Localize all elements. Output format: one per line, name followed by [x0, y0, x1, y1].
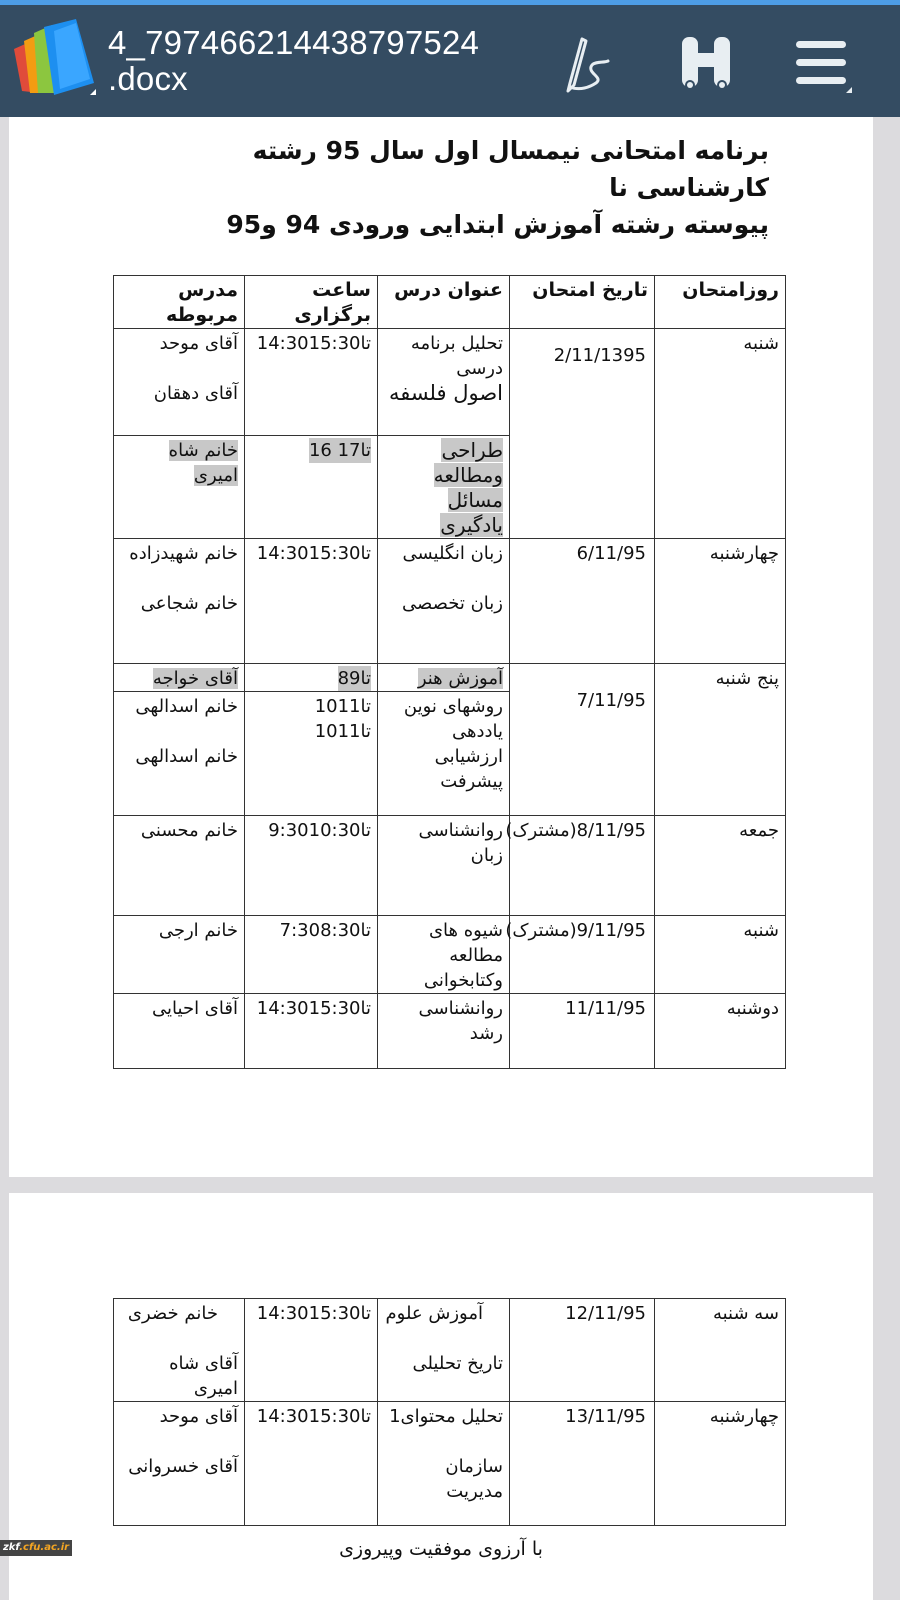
app-logo-icon[interactable] — [10, 19, 100, 99]
cell-courses: روانشناسی زبان — [378, 816, 510, 916]
cell-courses — [378, 664, 510, 692]
pen-annotate-icon — [556, 33, 620, 97]
time-value: 9:30تا10:30 — [268, 820, 371, 841]
cell-courses: روانشناسی رشد — [378, 994, 510, 1069]
cell-time — [245, 692, 378, 816]
date-value: 7/11/95 — [576, 690, 646, 711]
teacher-name: آقای موحد — [159, 333, 238, 354]
cell-teachers: آقای احیایی — [114, 994, 245, 1069]
cell-teachers — [114, 664, 245, 692]
cell-time — [245, 329, 378, 436]
title-line-1: برنامه امتحانی نیمسال اول سال 95 رشته کارشناسی نا — [252, 136, 769, 202]
cell-day: جمعه — [655, 816, 786, 916]
cell-teachers — [114, 692, 245, 816]
table-row — [114, 664, 786, 692]
course-name: آموزش علوم — [385, 1303, 483, 1324]
teacher-name: خانم شاه امیری — [168, 440, 238, 486]
cell-day: شنبه — [655, 916, 786, 994]
cell-teachers: خانم محسنی — [114, 816, 245, 916]
time-value: 16 تا17 — [308, 440, 371, 461]
date-value: 11/11/95 — [565, 998, 646, 1019]
time-value: 10تا11 — [314, 696, 371, 717]
watermark-domain: .cfu.ac.ir — [19, 1542, 70, 1553]
table-header-row — [114, 276, 786, 329]
header-exam-day: روزامتحان — [655, 276, 786, 329]
teacher-name: آقای خسروانی — [128, 1456, 238, 1477]
cell-courses — [378, 329, 510, 436]
teacher-name: آقای دهقان — [153, 383, 238, 404]
cell-teachers — [114, 329, 245, 436]
table-row — [114, 1402, 786, 1526]
cell-time — [245, 916, 378, 994]
time-value: 8تا9 — [337, 668, 371, 689]
menu-button[interactable] — [790, 33, 854, 97]
table-row — [114, 994, 786, 1069]
cell-date — [510, 539, 655, 664]
time-value: 10تا11 — [314, 721, 371, 742]
cell-day: چهارشنبه — [655, 539, 786, 664]
course-name-highlighted: طراحی ومطالعه مسائل یادگیری — [433, 438, 503, 537]
cell-day: پنج شنبه — [655, 664, 786, 816]
cell-time — [245, 436, 378, 539]
time-value: 14:30تا15:30 — [256, 1406, 371, 1427]
document-page-1 — [9, 117, 873, 1177]
cell-courses: شیوه های مطالعه وکتابخوانی — [378, 916, 510, 994]
cell-teachers — [114, 436, 245, 539]
course-name: اصول فلسفه — [388, 381, 503, 405]
cell-date: 8/11/95(مشترک) — [510, 816, 655, 916]
course-name: زبان انگلیسی — [402, 543, 503, 564]
cell-courses — [378, 1299, 510, 1402]
cell-date: 9/11/95(مشترک) — [510, 916, 655, 994]
cell-date — [510, 329, 655, 539]
cell-time — [245, 1402, 378, 1526]
cell-time — [245, 539, 378, 664]
cell-date — [510, 994, 655, 1069]
teacher-name: خانم شهیدزاده — [129, 543, 238, 564]
title-line-2: پیوسته رشته آموزش ابتدایی ورودی 94 و95 — [226, 210, 769, 239]
app-toolbar — [0, 5, 900, 117]
table-row — [114, 539, 786, 664]
cell-time — [245, 1299, 378, 1402]
table-row — [114, 916, 786, 994]
teacher-name: خانم اسدالهی — [135, 696, 238, 717]
exam-schedule-table — [113, 275, 786, 1069]
cell-courses — [378, 539, 510, 664]
time-value: 7:30تا8:30 — [279, 920, 371, 941]
table-row — [114, 816, 786, 916]
date-value: 13/11/95 — [565, 1406, 646, 1427]
date-value: 2/11/1395 — [553, 345, 646, 366]
date-value: 12/11/95 — [565, 1303, 646, 1324]
teacher-name: آقای شاه امیری — [169, 1353, 238, 1399]
time-value: 14:30تا15:30 — [256, 998, 371, 1019]
teacher-name: آقای خواجه — [152, 668, 238, 689]
cell-time — [245, 994, 378, 1069]
exam-schedule-table-continued — [113, 1298, 786, 1526]
header-course-title: عنوان درس — [378, 276, 510, 329]
cell-courses — [378, 436, 510, 539]
course-name: زبان تخصصی — [402, 593, 503, 614]
time-value: 14:30تا15:30 — [256, 333, 371, 354]
file-name-line1: 4_797466214438797524 — [108, 24, 480, 61]
annotate-button[interactable] — [556, 33, 620, 97]
teacher-name: آقای موحد — [159, 1406, 238, 1427]
course-name: سازمان مدیریت — [445, 1456, 503, 1502]
cell-date — [510, 1402, 655, 1526]
cell-day: شنبه — [655, 329, 786, 539]
find-button[interactable] — [674, 33, 738, 97]
cell-teachers — [114, 1402, 245, 1526]
course-name: تحلیل محتوای1 — [389, 1406, 503, 1427]
course-name-highlighted: آموزش هنر — [417, 668, 503, 689]
cell-time — [245, 816, 378, 916]
header-exam-date: تاریخ امتحان — [510, 276, 655, 329]
site-watermark — [0, 1540, 72, 1556]
table-row — [114, 1299, 786, 1402]
document-title — [129, 132, 769, 243]
table-row — [114, 329, 786, 436]
header-teacher: مدرس مربوطه — [114, 276, 245, 329]
cell-teachers — [114, 1299, 245, 1402]
teacher-name: خانم خضری — [127, 1303, 218, 1324]
teacher-name: خانم اسدالهی — [135, 746, 238, 767]
date-value: 6/11/95 — [576, 543, 646, 564]
course-name: تاریخ تحلیلی — [412, 1353, 503, 1374]
document-page-2 — [9, 1193, 873, 1600]
binoculars-search-icon — [674, 33, 738, 97]
time-value: 14:30تا15:30 — [256, 543, 371, 564]
course-name: تحلیل برنامه درسی — [410, 333, 503, 379]
file-name-line2: .docx — [108, 60, 188, 97]
time-value: 14:30تا15:30 — [256, 1303, 371, 1324]
teacher-name: خانم شجاعی — [140, 593, 238, 614]
watermark-text: zkf — [2, 1542, 20, 1553]
cell-day: سه شنبه — [655, 1299, 786, 1402]
cell-courses — [378, 1402, 510, 1526]
cell-day: چهارشنبه — [655, 1402, 786, 1526]
cell-date — [510, 664, 655, 816]
cell-day: دوشنبه — [655, 994, 786, 1069]
hamburger-menu-icon — [790, 33, 854, 97]
header-exam-time: ساعت برگزاری — [245, 276, 378, 329]
cell-courses: روشهای نوین یاددهی ارزشیابی پیشرفت — [378, 692, 510, 816]
cell-date — [510, 1299, 655, 1402]
cell-teachers — [114, 539, 245, 664]
closing-message: با آرزوی موفقیت وپیروزی — [339, 1538, 543, 1560]
file-title — [108, 25, 479, 97]
cell-teachers: خانم ارجی — [114, 916, 245, 994]
cell-time — [245, 664, 378, 692]
